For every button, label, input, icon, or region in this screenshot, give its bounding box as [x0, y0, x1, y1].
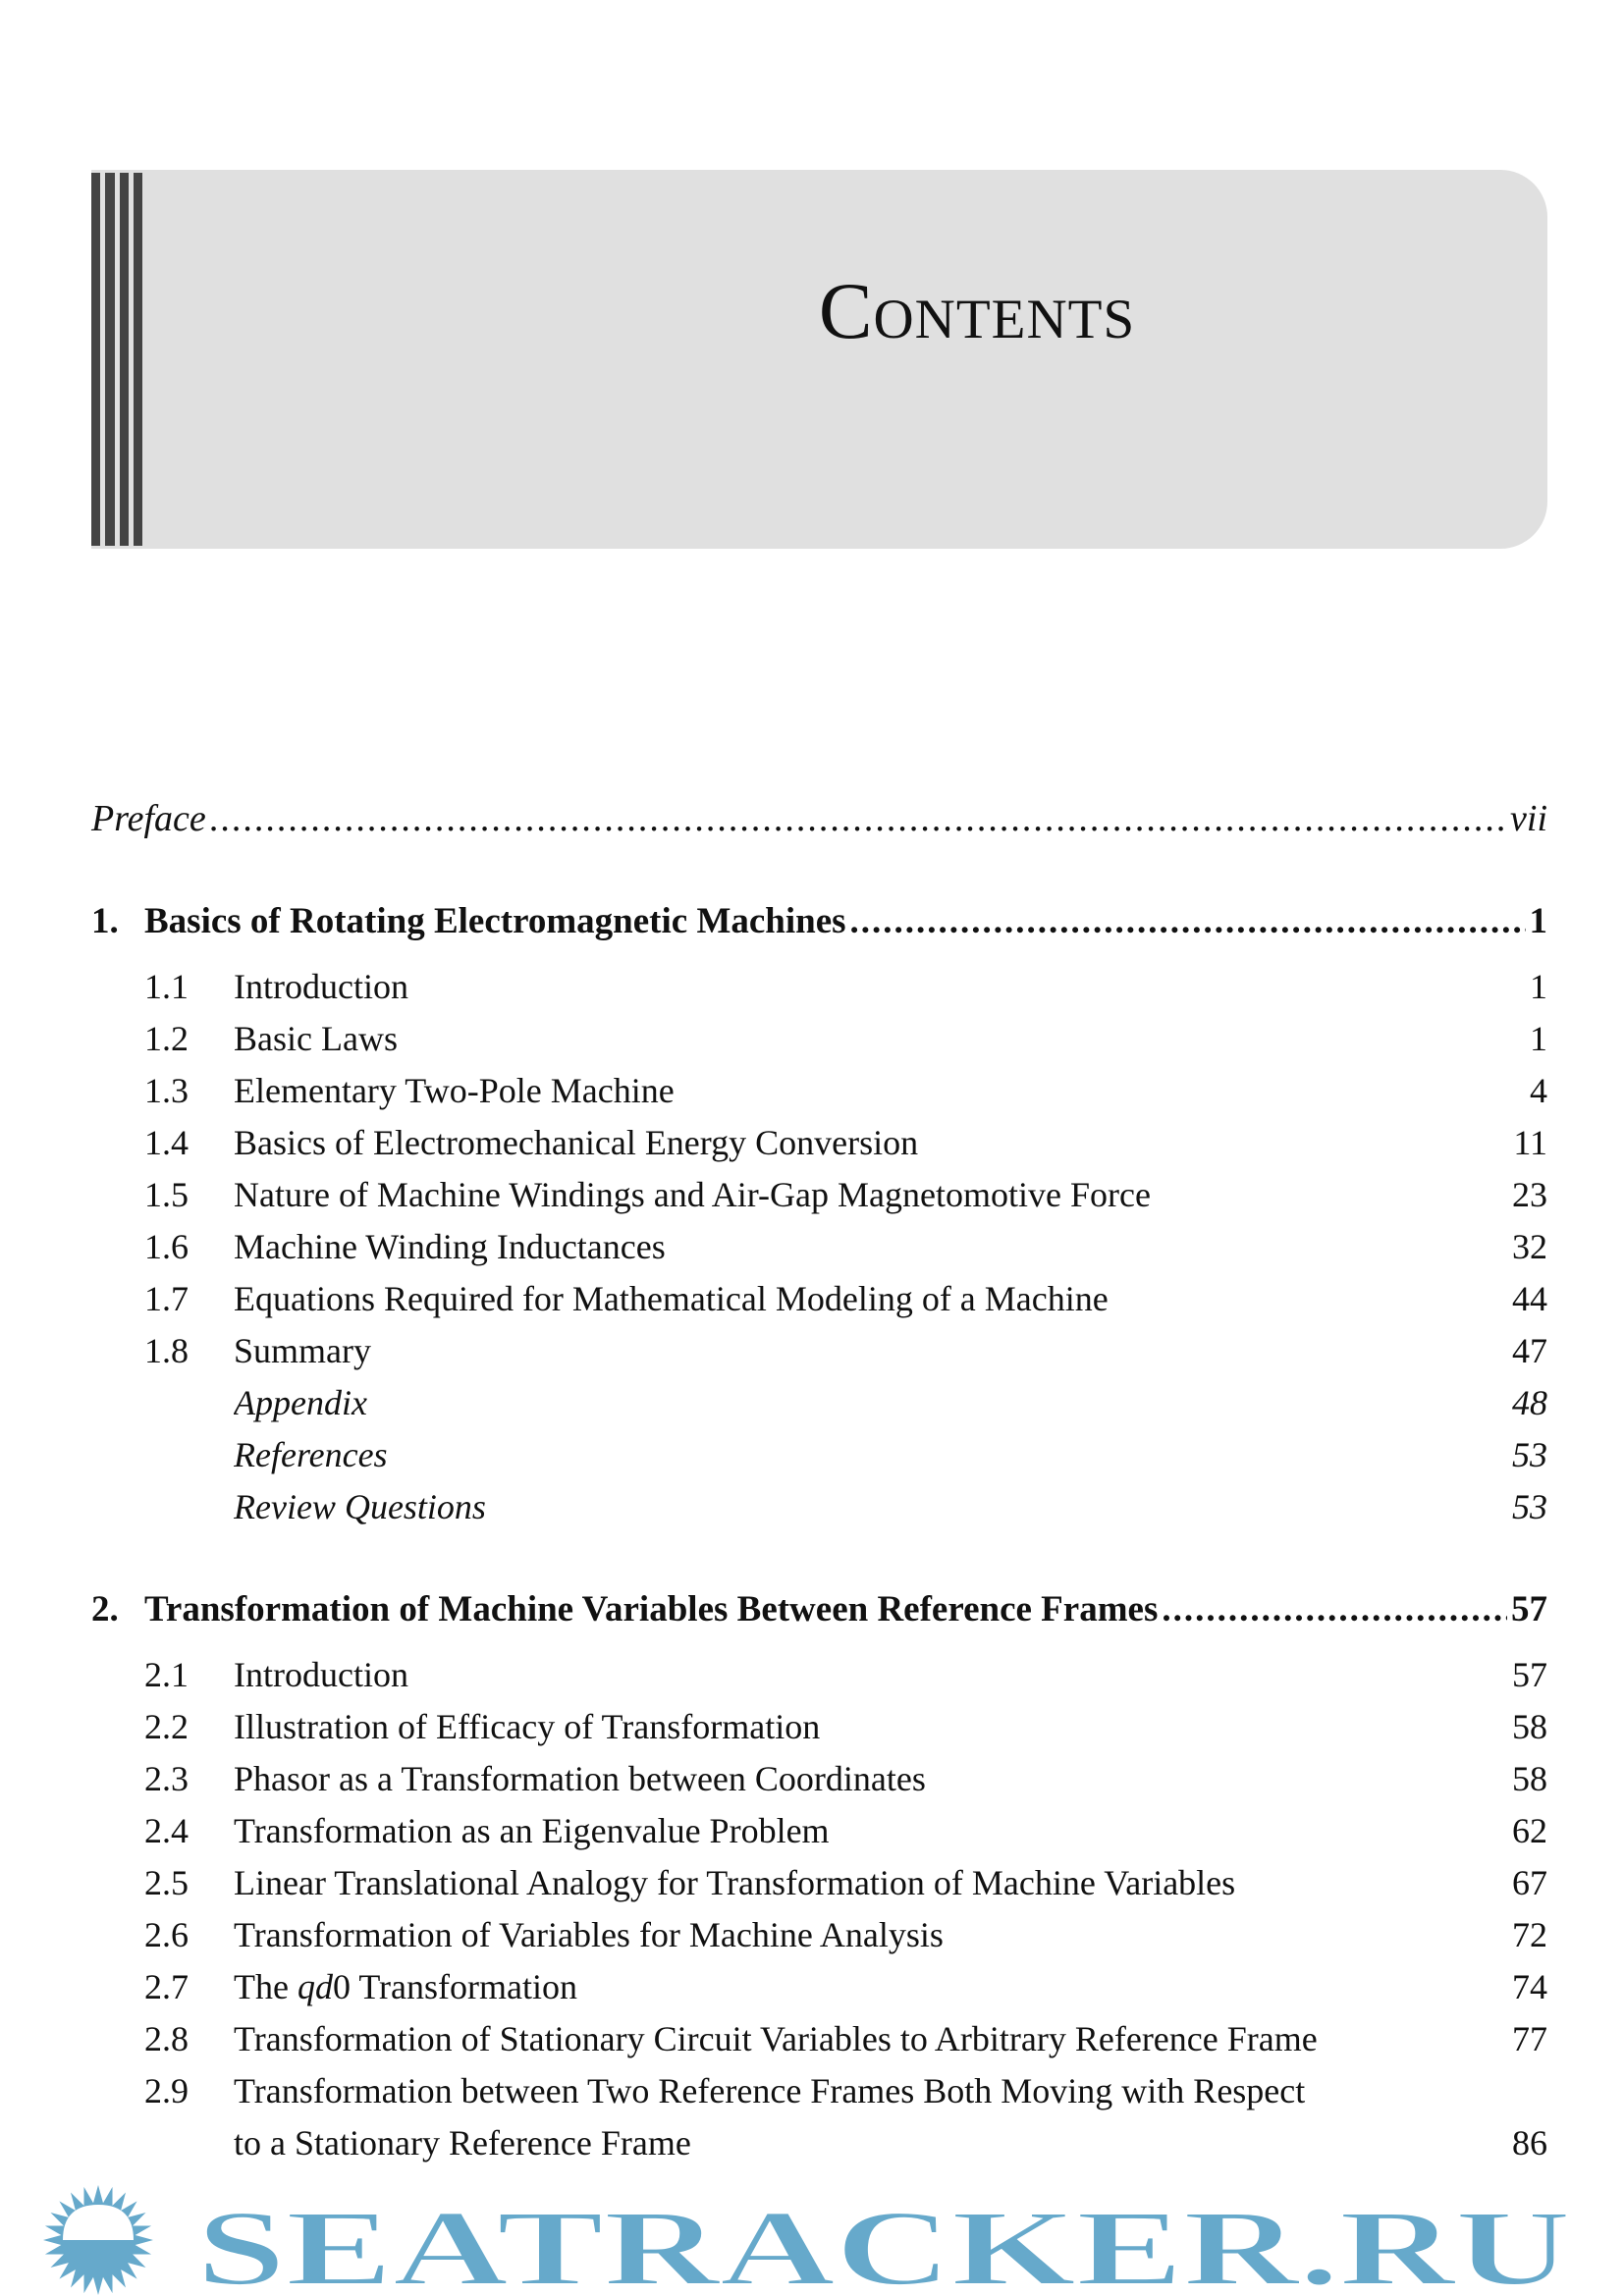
- title-part: 0 Transformation: [332, 1967, 577, 2006]
- section-page: 57: [1512, 1655, 1547, 1694]
- leader-dots: [1162, 1583, 1507, 1635]
- title-italic-part: qd: [297, 1967, 333, 2006]
- section-page: 53: [1512, 1487, 1547, 1526]
- section-page: 67: [1512, 1863, 1547, 1902]
- toc-section[interactable]: [91, 1377, 1547, 1429]
- section-number: 2.3: [144, 1759, 189, 1798]
- section-number: 1.8: [144, 1331, 189, 1370]
- section-number: 1.4: [144, 1123, 189, 1162]
- chapter-page: 1: [1529, 901, 1547, 941]
- section-page: 23: [1512, 1175, 1547, 1214]
- entry-page: vii: [1510, 798, 1547, 839]
- sun-logo-icon: [43, 2185, 153, 2295]
- section-title: Basics of Electromechanical Energy Conversion: [234, 1123, 919, 1162]
- section-number: 2.2: [144, 1707, 189, 1746]
- toc-section[interactable]: [91, 1013, 1547, 1065]
- section-title: Machine Winding Inductances: [234, 1227, 666, 1266]
- section-page: 48: [1512, 1383, 1547, 1422]
- section-title: Introduction: [234, 1655, 408, 1694]
- section-page: 77: [1512, 2019, 1547, 2058]
- section-number: 1.6: [144, 1227, 189, 1266]
- toc-section[interactable]: [91, 1481, 1547, 1533]
- section-number: 2.4: [144, 1811, 189, 1850]
- section-page: 1: [1530, 967, 1547, 1006]
- section-title: [234, 1961, 1500, 2013]
- section-title: Transformation of Variables for Machine Analysis: [234, 1915, 944, 1954]
- section-page: 58: [1512, 1707, 1547, 1746]
- table-of-contents: [91, 793, 1547, 2169]
- entry-title: Preface: [91, 798, 206, 839]
- section-title-continued: to a Stationary Reference Frame: [234, 2123, 691, 2163]
- section-page: 72: [1512, 1915, 1547, 1954]
- section-number: 2.6: [144, 1915, 189, 1954]
- section-title: Linear Translational Analogy for Transformation of Machine Variables: [234, 1863, 1236, 1902]
- toc-section[interactable]: [91, 1325, 1547, 1377]
- section-number: 2.1: [144, 1655, 189, 1694]
- section-title: References: [234, 1435, 388, 1474]
- section-title: Equations Required for Mathematical Modeling of a Machine: [234, 1279, 1109, 1318]
- section-page: 1: [1530, 1019, 1547, 1058]
- toc-section[interactable]: [91, 1961, 1547, 2013]
- section-number: 1.3: [144, 1071, 189, 1110]
- section-title: Appendix: [234, 1383, 367, 1422]
- section-page: 53: [1512, 1435, 1547, 1474]
- section-page: 44: [1512, 1279, 1547, 1318]
- watermark-text: SEATRACKER.RU: [196, 2188, 1571, 2296]
- section-page: 11: [1513, 1123, 1547, 1162]
- toc-section[interactable]: [91, 1857, 1547, 1909]
- section-page: 62: [1512, 1811, 1547, 1850]
- section-number: 1.5: [144, 1175, 189, 1214]
- section-title: Nature of Machine Windings and Air-Gap Magnetomotive Force: [234, 1175, 1151, 1214]
- toc-chapter-1[interactable]: [91, 895, 1547, 947]
- section-title: Elementary Two-Pole Machine: [234, 1071, 675, 1110]
- section-page: 32: [1512, 1227, 1547, 1266]
- section-title: Review Questions: [234, 1487, 486, 1526]
- toc-section[interactable]: [91, 1169, 1547, 1221]
- section-page: 47: [1512, 1331, 1547, 1370]
- section-page: 4: [1530, 1071, 1547, 1110]
- section-page: 58: [1512, 1759, 1547, 1798]
- toc-section[interactable]: [91, 1429, 1547, 1481]
- chapter-number: 2.: [91, 1589, 119, 1629]
- toc-section[interactable]: [91, 2013, 1547, 2065]
- section-page: 86: [1512, 2123, 1547, 2163]
- title-part: The: [234, 1967, 298, 2006]
- toc-section[interactable]: [91, 1701, 1547, 1753]
- chapter-title: Transformation of Machine Variables Between Reference Frames: [144, 1589, 1159, 1629]
- section-number: 2.7: [144, 1967, 189, 2006]
- chapter-page: 57: [1511, 1589, 1547, 1629]
- toc-chapter-2[interactable]: [91, 1583, 1547, 1635]
- toc-section[interactable]: [91, 1273, 1547, 1325]
- section-number: 2.5: [144, 1863, 189, 1902]
- section-page: 74: [1512, 1967, 1547, 2006]
- section-title: Illustration of Efficacy of Transformation: [234, 1707, 821, 1746]
- section-number: 1.1: [144, 967, 189, 1006]
- section-title: Basic Laws: [234, 1019, 398, 1058]
- chapter-number: 1.: [91, 901, 119, 941]
- section-number: 2.8: [144, 2019, 189, 2058]
- section-title: Transformation between Two Reference Frames Both Moving with Respect: [234, 2071, 1306, 2110]
- toc-section[interactable]: [91, 1221, 1547, 1273]
- toc-section[interactable]: [91, 961, 1547, 1013]
- contents-header-box: [91, 170, 1547, 549]
- leader-dots: [210, 793, 1506, 845]
- toc-section[interactable]: [91, 2065, 1547, 2117]
- page-title: Contents: [818, 266, 1136, 355]
- leader-dots: [850, 895, 1526, 947]
- header-stripes: [91, 173, 142, 546]
- section-title: Summary: [234, 1331, 371, 1370]
- section-title: Phasor as a Transformation between Coordinates: [234, 1759, 926, 1798]
- section-number: 1.2: [144, 1019, 189, 1058]
- toc-section[interactable]: [91, 1805, 1547, 1857]
- toc-section[interactable]: [91, 1649, 1547, 1701]
- section-title: Transformation as an Eigenvalue Problem: [234, 1811, 830, 1850]
- section-title: Transformation of Stationary Circuit Variables to Arbitrary Reference Frame: [234, 2019, 1318, 2058]
- toc-section-continuation[interactable]: [91, 2117, 1547, 2169]
- section-number: 1.7: [144, 1279, 189, 1318]
- section-number: 2.9: [144, 2071, 189, 2110]
- toc-section[interactable]: [91, 1909, 1547, 1961]
- section-title: Introduction: [234, 967, 408, 1006]
- watermark: [0, 2181, 1624, 2296]
- toc-section[interactable]: [91, 1753, 1547, 1805]
- chapter-title: Basics of Rotating Electromagnetic Machines: [144, 901, 846, 941]
- toc-section[interactable]: [91, 1065, 1547, 1117]
- toc-section[interactable]: [91, 1117, 1547, 1169]
- toc-entry-preface[interactable]: [91, 793, 1547, 845]
